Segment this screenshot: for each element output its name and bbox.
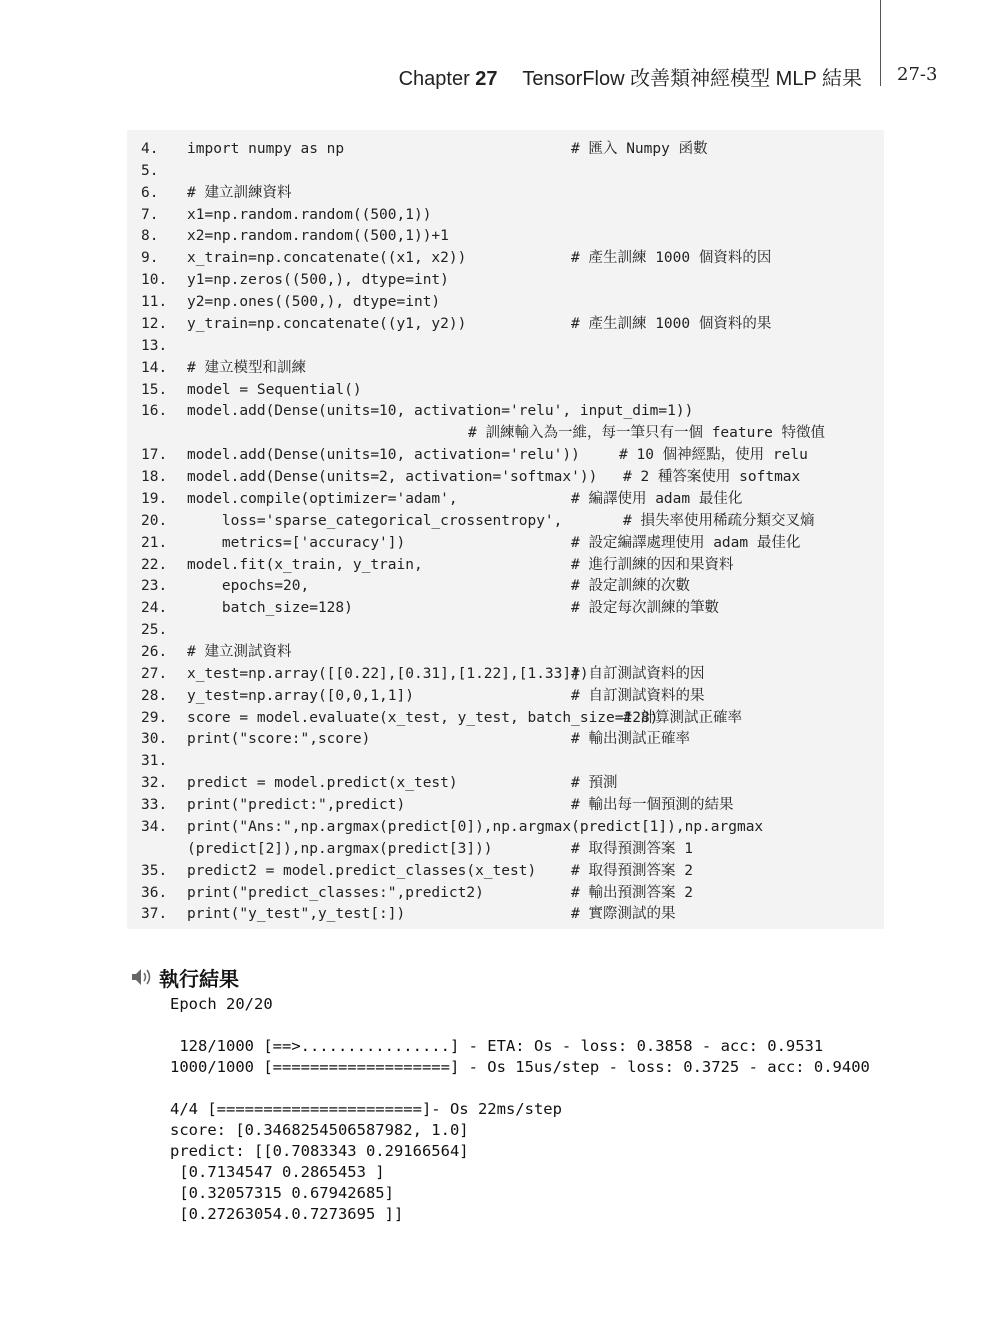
code-text: y2=np.ones((500,), dtype=int) xyxy=(187,294,441,311)
code-comment: # 產生訓練 1000 個資料的因 xyxy=(571,250,772,267)
code-comment: # 訓練輸入為一維，每一筆只有一個 feature 特徵值 xyxy=(468,425,826,442)
result-title: 執行結果 xyxy=(159,966,239,991)
code-text: score = model.evaluate(x_test, y_test, batch_size=128) xyxy=(187,709,659,726)
output-line: 4/4 [======================]- Os 22ms/step xyxy=(170,1100,562,1118)
code-line xyxy=(127,707,884,729)
code-line xyxy=(127,335,884,357)
code-text: model.fit(x_train, y_train, xyxy=(187,556,423,573)
code-text: # 建立訓練資料 xyxy=(187,184,292,201)
output-line: 128/1000 [==>................] - ETA: Os - loss: 0.3858 - acc: 0.9531 xyxy=(170,1037,824,1055)
code-text: epochs=20, xyxy=(187,578,310,595)
code-comment: # 取得預測答案 1 xyxy=(571,840,693,857)
line-number: 19. xyxy=(141,490,168,507)
line-number: 23. xyxy=(141,578,168,595)
output-line: 1000/1000 [===================] - Os 15us/step - loss: 0.3725 - acc: 0.9400 xyxy=(170,1058,870,1076)
code-comment: # 設定每次訓練的筆數 xyxy=(571,600,719,617)
code-line xyxy=(127,860,884,882)
code-text: print("predict_classes:",predict2) xyxy=(187,884,484,901)
code-line xyxy=(127,772,884,794)
line-number: 14. xyxy=(141,359,168,376)
line-number: 36. xyxy=(141,884,168,901)
code-text: y_train=np.concatenate((y1, y2)) xyxy=(187,315,467,332)
code-comment: # 進行訓練的因和果資料 xyxy=(571,556,734,573)
line-number: 37. xyxy=(141,906,168,923)
code-line xyxy=(127,379,884,401)
code-line xyxy=(127,291,884,313)
code-line xyxy=(127,488,884,510)
result-heading xyxy=(130,963,239,991)
code-line xyxy=(127,204,884,226)
code-text: model.add(Dense(units=2, activation='softmax')) xyxy=(187,469,598,486)
code-line xyxy=(127,619,884,641)
code-line xyxy=(127,225,884,247)
output-line: [0.7134547 0.2865453 ] xyxy=(170,1163,385,1181)
line-number: 35. xyxy=(141,862,168,879)
code-comment: # 自訂測試資料的因 xyxy=(571,665,705,682)
code-text: x1=np.random.random((500,1)) xyxy=(187,206,432,223)
line-number: 27. xyxy=(141,665,168,682)
code-line xyxy=(127,575,884,597)
code-text: print("predict:",predict) xyxy=(187,797,406,814)
output-line: [0.32057315 0.67942685] xyxy=(170,1184,394,1202)
code-line xyxy=(127,597,884,619)
code-comment: # 輸出測試正確率 xyxy=(571,731,690,748)
line-number: 25. xyxy=(141,622,168,639)
line-number: 8. xyxy=(141,228,159,245)
line-number: 32. xyxy=(141,775,168,792)
line-number: 33. xyxy=(141,797,168,814)
line-number: 24. xyxy=(141,600,168,617)
code-line xyxy=(127,357,884,379)
code-line xyxy=(127,663,884,685)
header-divider xyxy=(880,0,881,86)
code-text: model.add(Dense(units=10, activation='relu')) xyxy=(187,447,580,464)
code-comment: # 編譯使用 adam 最佳化 xyxy=(571,490,743,507)
line-number: 31. xyxy=(141,753,168,770)
line-number: 17. xyxy=(141,447,168,464)
output-line: [0.27263054.0.7273695 ]] xyxy=(170,1205,404,1223)
line-number: 34. xyxy=(141,818,168,835)
line-number: 20. xyxy=(141,512,168,529)
line-number: 13. xyxy=(141,337,168,354)
line-number: 22. xyxy=(141,556,168,573)
code-comment: # 取得預測答案 2 xyxy=(571,862,693,879)
code-text: batch_size=128) xyxy=(187,600,353,617)
code-text: predict = model.predict(x_test) xyxy=(187,775,458,792)
chapter-title: TensorFlow 改善類神經模型 MLP 結果 xyxy=(522,68,862,90)
code-line xyxy=(127,641,884,663)
code-line xyxy=(127,400,884,422)
output-line: score: [0.3468254506587982, 1.0] xyxy=(170,1121,469,1139)
code-comment: # 輸出每一個預測的結果 xyxy=(571,797,734,814)
line-number: 16. xyxy=(141,403,168,420)
output-line: Epoch 20/20 xyxy=(170,995,273,1013)
code-line xyxy=(127,138,884,160)
code-line xyxy=(127,269,884,291)
code-line xyxy=(127,816,884,838)
code-line xyxy=(127,247,884,269)
line-number: 26. xyxy=(141,644,168,660)
line-number: 7. xyxy=(141,206,159,223)
code-text: print("y_test",y_test[:]) xyxy=(187,906,406,923)
code-comment: # 輸出預測答案 2 xyxy=(571,884,693,901)
code-line xyxy=(127,466,884,488)
code-comment: # 設定編譯處理使用 adam 最佳化 xyxy=(571,534,801,551)
line-number: 28. xyxy=(141,687,168,704)
code-text: metrics=['accuracy']) xyxy=(187,534,406,551)
line-number: 11. xyxy=(141,294,168,311)
code-line xyxy=(127,750,884,772)
line-number: 5. xyxy=(141,162,159,179)
chapter-label: Chapter xyxy=(398,68,470,90)
code-text: x_train=np.concatenate((x1, x2)) xyxy=(187,250,467,267)
code-comment: # 產生訓練 1000 個資料的果 xyxy=(571,315,772,332)
code-comment: # 實際測試的果 xyxy=(571,906,676,923)
line-number: 4. xyxy=(141,141,159,157)
code-text: model.compile(optimizer='adam', xyxy=(187,490,458,507)
line-number: 10. xyxy=(141,272,168,289)
code-line xyxy=(127,444,884,466)
code-line xyxy=(127,313,884,335)
line-number: 6. xyxy=(141,184,159,201)
code-line xyxy=(127,728,884,750)
code-text: x_test=np.array([[0.22],[0.31],[1.22],[1.33]]) xyxy=(187,665,589,682)
code-comment: # 預測 xyxy=(571,775,618,792)
code-comment: # 設定訓練的次數 xyxy=(571,578,690,595)
code-text: y1=np.zeros((500,), dtype=int) xyxy=(187,272,449,289)
code-line xyxy=(127,882,884,904)
code-line xyxy=(127,794,884,816)
code-text: x2=np.random.random((500,1))+1 xyxy=(187,228,449,245)
code-line xyxy=(127,685,884,707)
code-text: (predict[2]),np.argmax(predict[3])) xyxy=(187,840,493,857)
code-listing xyxy=(127,130,884,929)
line-number: 21. xyxy=(141,534,168,551)
line-number: 18. xyxy=(141,469,168,486)
line-number: 15. xyxy=(141,381,168,398)
code-line xyxy=(127,422,884,444)
code-text: model = Sequential() xyxy=(187,381,362,398)
code-line xyxy=(127,160,884,182)
code-text: model.add(Dense(units=10, activation='relu', input_dim=1)) xyxy=(187,403,694,420)
code-line xyxy=(127,554,884,576)
code-comment: # 計算測試正確率 xyxy=(623,709,742,726)
chapter-header xyxy=(399,62,862,91)
code-text: import numpy as np xyxy=(187,141,345,157)
code-text: print("Ans:",np.argmax(predict[0]),np.argmax(predict[1]),np.argmax xyxy=(187,818,764,835)
code-text: y_test=np.array([0,0,1,1]) xyxy=(187,687,414,704)
line-number: 29. xyxy=(141,709,168,726)
code-comment: # 損失率使用稀疏分類交叉熵 xyxy=(623,512,815,529)
code-line xyxy=(127,510,884,532)
code-line xyxy=(127,903,884,925)
code-comment: # 匯入 Numpy 函數 xyxy=(571,141,708,157)
output-line: predict: [[0.7083343 0.29166564] xyxy=(170,1142,469,1160)
line-number: 9. xyxy=(141,250,159,267)
page-number: 27-3 xyxy=(897,64,938,85)
line-number: 12. xyxy=(141,315,168,332)
line-number: 30. xyxy=(141,731,168,748)
code-comment: # 10 個神經點，使用 relu xyxy=(619,447,808,464)
code-line xyxy=(127,532,884,554)
code-line xyxy=(127,838,884,860)
code-text: print("score:",score) xyxy=(187,731,371,748)
chapter-number: 27 xyxy=(475,68,498,90)
code-comment: # 自訂測試資料的果 xyxy=(571,687,705,704)
code-line xyxy=(127,182,884,204)
code-text: # 建立模型和訓練 xyxy=(187,359,306,376)
code-text: # 建立測試資料 xyxy=(187,644,292,660)
code-comment: # 2 種答案使用 softmax xyxy=(623,469,801,486)
speaker-icon xyxy=(130,966,154,988)
code-text: loss='sparse_categorical_crossentropy', xyxy=(187,512,563,529)
code-text: predict2 = model.predict_classes(x_test) xyxy=(187,862,537,879)
